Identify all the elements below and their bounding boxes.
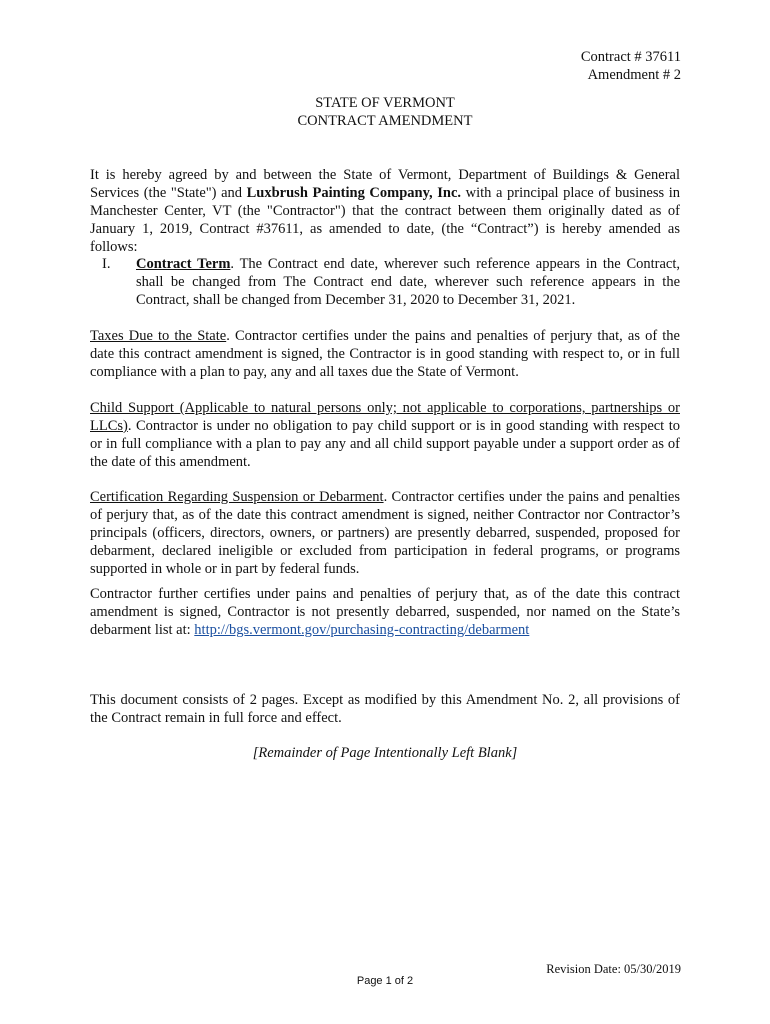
certification-text: . Contractor certifies under the pains and penalties of perjury that, as of the date this contract amendment is signed, neither Contractor nor Contractor’s principals (officers, directors, owners, or partners) are presently debarred, suspended, proposed for debarment, declared ineligible or excluded from participation in federal programs, or programs supported in whole or in part by federal funds.: [90, 489, 680, 577]
item-body: [136, 255, 680, 309]
company-name: Luxbrush Painting Company, Inc.: [246, 185, 462, 201]
contract-number: Contract # 37611: [580, 49, 681, 65]
item-number: I.: [102, 256, 111, 272]
intro-text-1: It is hereby agreed by and between the State of Vermont, Department of Buildings & General Services (the "State") and: [90, 167, 680, 201]
certification-paragraph: [90, 488, 680, 578]
intro-paragraph: [90, 166, 680, 256]
item-text: . The Contract end date, wherever such reference appears in the Contract, shall be changed from The Contract end date, wherever such reference appears in the Contract, shall be changed from December 31, 2020 to December 31, 2021.: [136, 256, 681, 308]
taxes-heading: Taxes Due to the State: [90, 328, 227, 344]
child-support-paragraph: [90, 399, 680, 471]
taxes-paragraph: [90, 327, 680, 381]
child-support-heading: Child Support (Applicable to natural persons only; not applicable to corporations, partnerships or LLCs): [90, 400, 680, 434]
further-paragraph: [90, 585, 680, 639]
title-amendment: CONTRACT AMENDMENT: [297, 113, 473, 129]
taxes-text: . Contractor certifies under the pains and penalties of perjury that, as of the date this contract amendment is signed, the Contractor is in good standing with respect to, or in full compliance with a plan to pay, any and all taxes due the State of Vermont.: [90, 328, 680, 380]
item-heading: Contract Term: [136, 256, 231, 272]
certification-heading: Certification Regarding Suspension or Debarment: [90, 489, 384, 505]
remainder-note: [Remainder of Page Intentionally Left Blank]: [252, 745, 518, 761]
amendment-item-1: [90, 255, 680, 309]
intro-text-2: with a principal place of business in Manchester Center, VT (the "Contractor") that the contract between them originally dated as of January 1, 2019, Contract #37611, as amended to date, (the “Contract”) is hereby amended as follows:: [90, 185, 681, 255]
amendment-number: Amendment # 2: [587, 67, 681, 83]
title-state: STATE OF VERMONT: [315, 95, 455, 111]
page-number: Page 1 of 2: [356, 975, 414, 987]
further-text: Contractor further certifies under pains and penalties of perjury that, as of the date this contract amendment is signed, Contractor is not presently debarred, suspended, nor named on the State’s debarment list at:: [90, 586, 680, 638]
debarment-link[interactable]: http://bgs.vermont.gov/purchasing-contracting/debarment: [194, 622, 530, 638]
closing-paragraph: This document consists of 2 pages. Except as modified by this Amendment No. 2, all provisions of the Contract remain in full force and effect.: [90, 692, 680, 726]
revision-date: Revision Date: 05/30/2019: [546, 962, 681, 976]
child-support-text: . Contractor is under no obligation to pay child support or is in good standing with respect to or in full compliance with a plan to pay any and all child support payable under a support order as of the date of this amendment.: [90, 418, 680, 470]
